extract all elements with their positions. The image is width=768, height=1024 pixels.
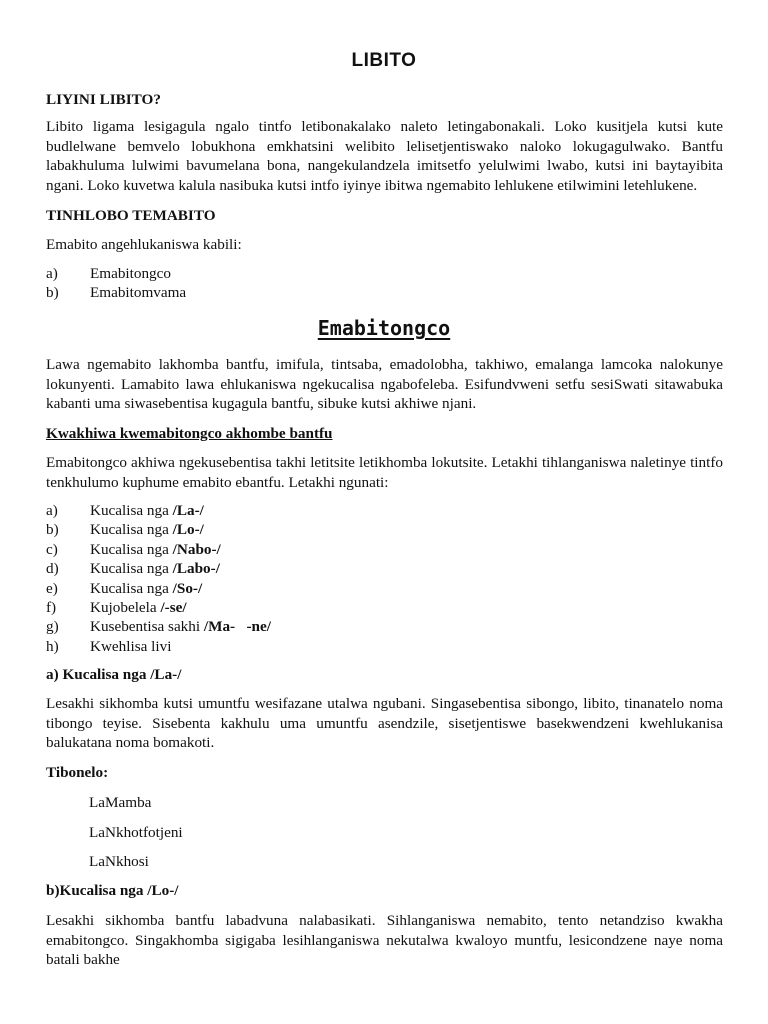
example-item: LaNkhosi <box>89 853 149 870</box>
list-item-text: Kwehlisa livi <box>90 637 172 655</box>
list-item-text: Emabitomvama <box>90 284 187 302</box>
list-item <box>46 559 271 578</box>
heading-tibonelo: Tibonelo: <box>46 764 109 781</box>
paragraph-emabitongco-akhiwa: Emabitongco akhiwa ngekusebentisa takhi letitsite letikhomba lokutsite. Letakhi tihlanganiswa naletinye tintfo tenkhulumo kuphume emabito ebantfu. Letakhi ngunati: <box>46 454 723 491</box>
list-item <box>46 520 271 539</box>
list-item-text: Emabitongco <box>90 265 171 282</box>
heading-tinhlobo-temabito: TINHLOBO TEMABITO <box>46 207 216 224</box>
list-marker: d) <box>46 560 59 578</box>
example-item: LaNkhotfotjeni <box>89 824 183 841</box>
list-types <box>46 264 186 303</box>
list-marker: b) <box>46 521 59 539</box>
heading-liyini-libito: LIYINI LIBITO? <box>46 91 161 108</box>
list-item-text: Kucalisa nga <box>90 540 169 558</box>
list-item <box>46 579 271 598</box>
section-title-emabitongco: Emabitongco <box>317 316 451 340</box>
heading-kucalisa-la: a) Kucalisa nga /La-/ <box>46 666 182 683</box>
list-item-text: Kucalisa nga <box>90 521 169 539</box>
heading-kucalisa-lo: b)Kucalisa nga /Lo-/ <box>46 882 179 899</box>
list-marker: b) <box>46 284 59 302</box>
paragraph-lesakhi-la: Lesakhi sikhomba kutsi umuntfu wesifazane utalwa ngubani. Singasebentisa sibongo, libito, tinanatelo noma tibongo teyise. Sisebenta kakhulu uma umuntfu asendzile, sisetjentiswe basekwendzeni kwehlukanisa balukatana noma bomakoti. <box>46 695 723 751</box>
list-item-text: Kucalisa nga <box>90 502 169 519</box>
list-marker: f) <box>46 599 57 617</box>
list-marker: h) <box>46 637 59 655</box>
list-item-affix: /-se/ <box>160 599 187 617</box>
list-item-text: Kucalisa nga <box>90 560 169 578</box>
list-item-text: Kucalisa nga <box>90 579 169 597</box>
list-item <box>46 540 271 559</box>
list-marker: e) <box>46 579 58 597</box>
list-item-affix: /Labo-/ <box>172 560 220 578</box>
document-title: LIBITO <box>351 50 417 71</box>
paragraph-lawa-ngemabito: Lawa ngemabito lakhomba bantfu, imifula, tintsaba, emadolobha, takhiwo, emalanga lamcoka nalokunye lokunyenti. Lamabito lawa ehlukaniswa ngekucalisa ngabofeleba. Esifundvweni setfu sesiSwati sitawabuka kabanti uma siwasebentisa kugagula bantfu, sibuke kutsi akhiwe njani. <box>46 356 723 412</box>
list-marker: a) <box>46 265 58 282</box>
paragraph-emabito-kabili: Emabito angehlukaniswa kabili: <box>46 236 242 253</box>
list-item-affix: /Ma- -ne/ <box>203 618 271 636</box>
list-item <box>46 501 271 520</box>
list-item <box>46 283 186 302</box>
list-item <box>46 598 271 617</box>
list-marker: a) <box>46 502 58 519</box>
paragraph-libito-definition: Libito ligama lesigagula ngalo tintfo letibonakalako naleto letingabonakali. Loko kusitjela kutsi kute budlelwane bemvelo lobukhona emkhatsini welibito lelisetjentiswako naloko lokugagulwako. Bantfu labakhuluma lulwimi bavumelana bona, nangekulandzela imitsetfo yelulwimi lwabo, kutsi ini baytayibita ngani. Loko kuvetwa kalula nasibuka kutsi intfo iyinye ibitwa ngemabito lehlukene etilwimini letehlukene. <box>46 118 723 194</box>
list-marker: g) <box>46 618 59 636</box>
example-item: LaMamba <box>89 794 152 811</box>
list-marker: c) <box>46 540 58 558</box>
list-item-affix: /Nabo-/ <box>172 540 221 558</box>
list-item-affix: /La-/ <box>172 502 204 519</box>
list-takhi <box>46 501 271 656</box>
list-item-text: Kujobelela <box>90 599 157 617</box>
list-item-affix: /So-/ <box>172 579 203 597</box>
list-item-affix: /Lo-/ <box>172 521 204 539</box>
list-item <box>46 264 186 283</box>
paragraph-lesakhi-lo: Lesakhi sikhomba bantfu labadvuna nalabasikati. Sihlanganiswa nemabito, tento netandziso kwakha emabitongco. Singakhomba sigigaba lesihlanganiswa nekutalwa kwaloyo muntfu, lesicondzene naye noma batali bakhe <box>46 912 723 968</box>
list-item-text: Kusebentisa sakhi <box>90 618 201 636</box>
heading-kwakhiwa: Kwakhiwa kwemabitongco akhombe bantfu <box>46 425 333 442</box>
list-item <box>46 617 271 636</box>
list-item <box>46 637 271 656</box>
